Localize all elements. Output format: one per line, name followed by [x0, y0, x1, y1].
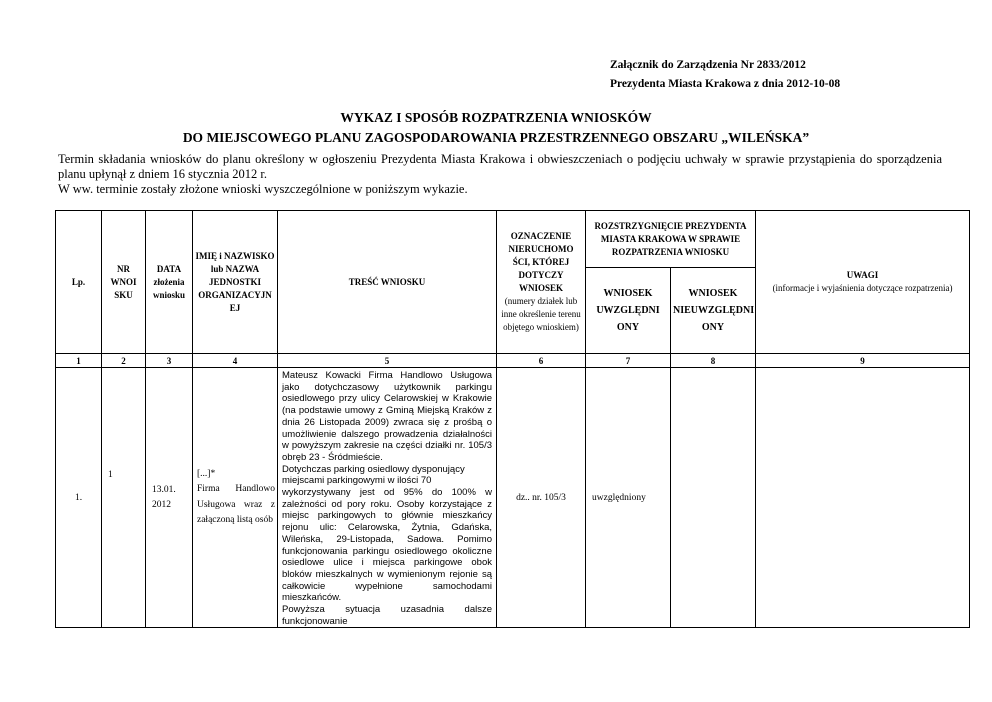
header-lp: Lp.	[56, 211, 102, 354]
row-nr	[102, 368, 146, 628]
header-property-subtitle: (numery działek lub inne określenie terenu objętego wnioskiem)	[501, 296, 581, 332]
applications-table	[55, 210, 970, 628]
row-content-paragraph-2: Dotychczas parking osiedlowy dysponujący miejscami parkingowymi w ilości 70	[282, 463, 465, 487]
header-decision: ROZSTRZYGNIĘCIE PREZYDENTA MIASTA KRAKOWA W SPRAWIE ROZPATRZENIA WNIOSKU	[586, 211, 756, 268]
header-data: DATA złożenia wniosku	[146, 211, 193, 354]
column-number-5: 5	[278, 354, 497, 368]
attachment-header	[610, 56, 840, 94]
intro-paragraph-list: W ww. terminie zostały złożone wnioski wyszczególnione w poniższym wykazie.	[58, 182, 468, 196]
header-remarks	[756, 211, 970, 354]
row-accepted: uwzględniony	[586, 368, 671, 628]
row-remarks	[756, 368, 970, 628]
header-remarks-subtitle: (informacje i wyjaśnienia dotyczące rozpatrzenia)	[772, 283, 953, 293]
column-number-2: 2	[102, 354, 146, 368]
document-title-line-2: DO MIEJSCOWEGO PLANU ZAGOSPODAROWANIA PRZESTRZENNEGO OBSZARU „WILEŃSKA”	[182, 130, 810, 145]
column-number-8: 8	[671, 354, 756, 368]
row-content-paragraph-4: Powyższa sytuacja uzasadnia dalsze funkcjonowanie	[282, 604, 492, 627]
row-content	[278, 368, 497, 628]
column-number-3: 3	[146, 354, 193, 368]
row-applicant	[193, 368, 278, 628]
column-number-9: 9	[756, 354, 970, 368]
header-property	[497, 211, 586, 354]
row-nr-value: 1	[108, 469, 113, 480]
header-nr: NR WNOI SKU	[102, 211, 146, 354]
intro-paragraph-deadline: Termin składania wniosków do planu określony w ogłoszeniu Prezydenta Miasta Krakowa i obwieszczeniach o podjęciu uchwały w sprawie przystąpienia do sporządzenia planu upłynął z dniem 16 stycznia 2012 r.	[58, 152, 942, 181]
table-row	[56, 368, 970, 628]
column-number-4: 4	[193, 354, 278, 368]
header-property-title: OZNACZENIE NIERUCHOMO ŚCI, KTÓREJ DOTYCZY WNIOSEK	[508, 231, 574, 293]
row-applicant-name: Firma Handlowo Usługowa wraz z załączoną listą osób	[197, 484, 275, 526]
header-content: TREŚĆ WNIOSKU	[278, 211, 497, 354]
row-content-paragraph-1: Mateusz Kowacki Firma Handlowo Usługowa jako dotychczasowy użytkownik parkingu osiedlowego przy ulicy Celarowskiej w Krakowie (na podstawie umowy z Gminą Miejską Kraków z dnia 26 Listopada 2009) zwraca się z prośbą o umożliwienie dalszego prowadzenia działalności w powyższym zakresie na części działki nr. 105/3 obręb 23 - Śródmieście.	[282, 370, 492, 463]
attachment-line-2: Prezydenta Miasta Krakowa z dnia 2012-10-08	[610, 78, 841, 90]
header-remarks-title: UWAGI	[846, 270, 879, 280]
column-number-7: 7	[586, 354, 671, 368]
row-content-paragraph-3: wykorzystywany jest od 95% do 100% w zależności od pory roku. Osoby korzystające z miejsc parkingowych to głównie mieszkańcy rejonu ulic: Celarowska, Żytnia, Gdańska, Wileńska, 29-Listopada, Sadowa. Pomimo funkcjonowania parkingu osiedlowego okoliczne osiedlowe ulice i miejsca parkingowe obok bloków mieszkalnych w wymienionym rejonie są całkowicie wypełnione samochodami mieszkańców.	[282, 487, 492, 604]
row-date: 13.01. 2012	[146, 368, 193, 628]
document-title-line-1: WYKAZ I SPOSÓB ROZPATRZENIA WNIOSKÓW	[340, 110, 652, 125]
header-applicant: IMIĘ i NAZWISKO lub NAZWA JEDNOSTKI ORGANIZACYJN EJ	[193, 211, 278, 354]
row-lp: 1.	[56, 368, 102, 628]
column-number-1: 1	[56, 354, 102, 368]
row-rejected	[671, 368, 756, 628]
intro-text	[58, 152, 942, 197]
row-applicant-redacted: [...]*	[197, 468, 216, 479]
attachment-line-1: Załącznik do Zarządzenia Nr 2833/2012	[610, 59, 806, 71]
row-property: dz.. nr. 105/3	[497, 368, 586, 628]
column-number-6: 6	[497, 354, 586, 368]
header-rejected: WNIOSEK NIEUWZGLĘDNI ONY	[671, 268, 756, 354]
header-accepted: WNIOSEK UWZGLĘDNI ONY	[586, 268, 671, 354]
